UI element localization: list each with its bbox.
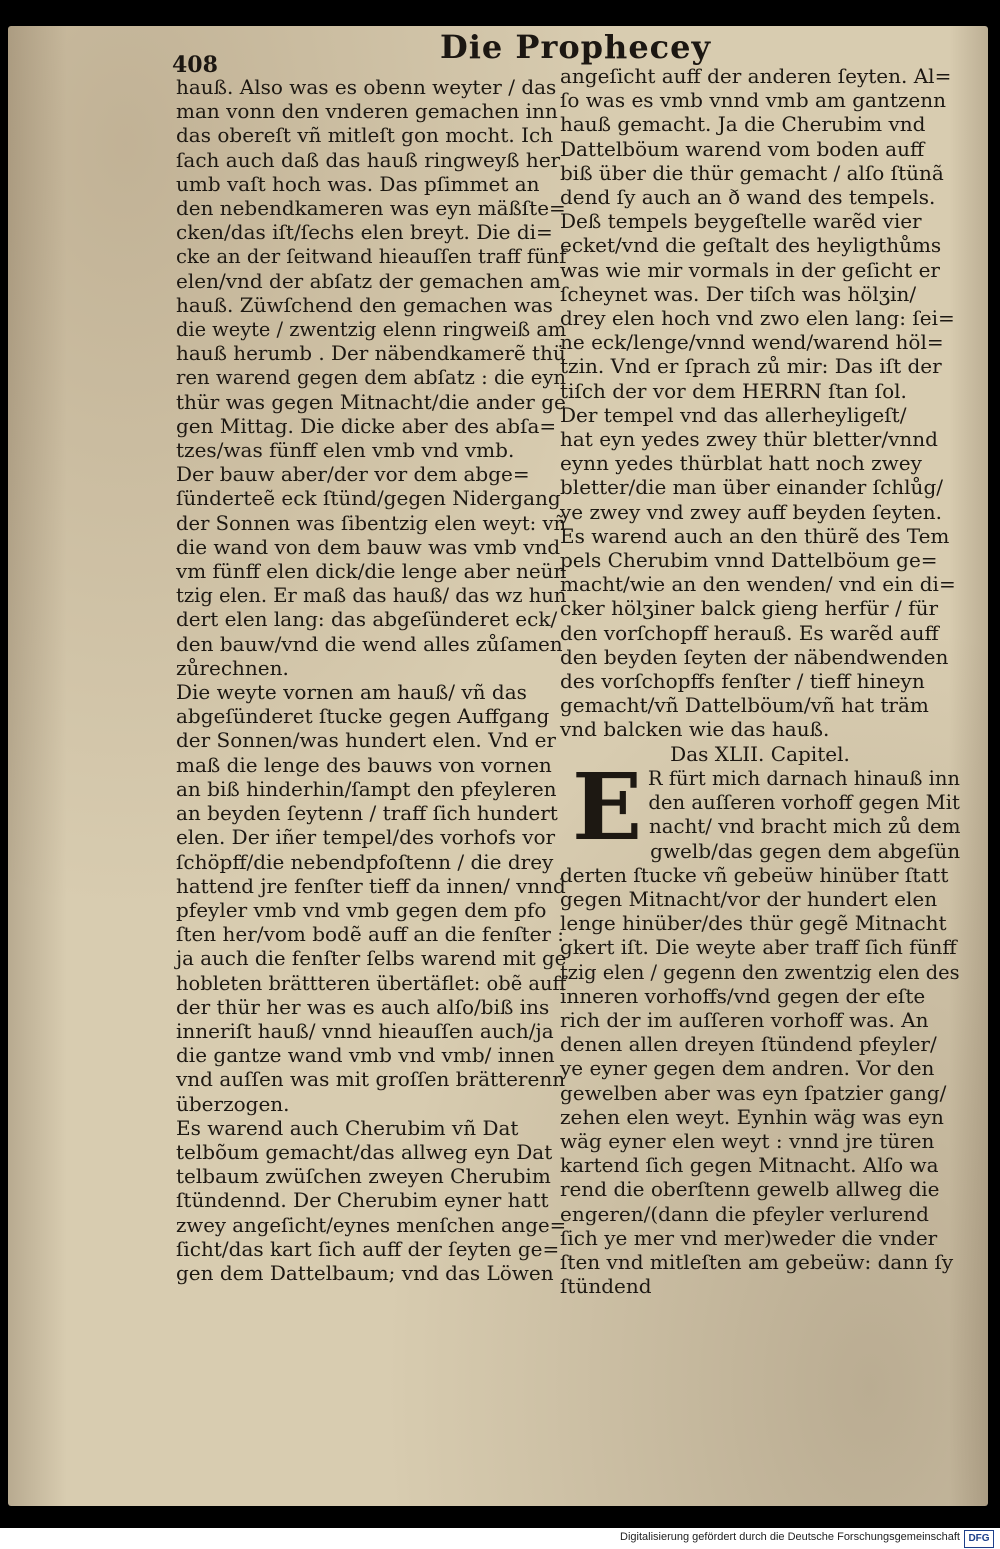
text-line: den nebendkameren was eyn mäßſte=	[176, 196, 566, 221]
text-line: man vonn den vnderen gemachen inn	[176, 99, 558, 124]
text-line: hauß herumb . Der näbendkamerẽ thü	[176, 341, 566, 366]
text-line: pfeyler vmb vnd vmb gegen dem pfo	[176, 897, 547, 922]
text-line: ſich ye mer vnd mer)weder die vnder	[560, 1225, 938, 1250]
text-line: den bauw/vnd die wend alles zůſamen	[176, 631, 563, 656]
drop-cap: E	[572, 752, 643, 861]
chapter-heading: Das XLII. Capitel.	[670, 741, 850, 766]
text-line: gemacht/vñ Dattelböum/vñ hat träm	[560, 693, 929, 718]
text-line: ſcheynet was. Der tiſch was hölʒin/	[560, 281, 917, 306]
text-line: dert elen lang: das abgeſünderet eck/	[176, 607, 558, 632]
text-line: was wie mir vormals in der geſicht er	[560, 257, 940, 282]
text-line: tzig elen / gegenn den zwentzig elen des	[560, 959, 960, 984]
text-line: ſchöpff/die nebendpfoſtenn / die drey	[176, 849, 554, 874]
text-line: angeſicht auff der anderen ſeyten. Al=	[560, 64, 952, 88]
text-line: vnd auſſen was mit groſſen brätterenn	[176, 1067, 566, 1092]
text-line: abgeſünderet ſtucke gegen Auffgang	[176, 704, 550, 729]
right-column	[560, 64, 960, 1298]
text-line: Der bauw aber/der vor dem abge=	[176, 462, 530, 487]
text-line: biß über die thür gemacht / alſo ſtünã	[560, 160, 944, 185]
text-line: des vorſchopffs fenſter / tieff hineyn	[560, 669, 925, 694]
text-line: kartend ſich gegen Mitnacht. Alſo wa	[560, 1153, 939, 1178]
text-line: ſicht/das kart ſich auff der ſeyten ge=	[176, 1236, 560, 1261]
text-line: inneriſt hauß/ vnnd hieauſſen auch/ja	[176, 1018, 554, 1043]
text-line: ſten vnd mitleſten am gebeüw: dann ſy	[560, 1249, 954, 1274]
text-line: engeren/(dann die pfeyler verlurend	[560, 1201, 929, 1226]
text-line: die weyte / zwentzig elenn ringweiß am	[176, 317, 567, 342]
text-line: Deß tempels beygeſtelle warẽd vier	[560, 209, 922, 234]
text-line: ja auch die fenſter ſelbs warend mit ge	[176, 946, 567, 971]
text-line: lenge hinüber/des thür gegẽ Mitnacht	[560, 911, 947, 936]
text-line: vm fünff elen dick/die lenge aber neün	[176, 559, 567, 584]
text-line: hat eyn yedes zwey thür bletter/vnnd	[560, 427, 938, 452]
text-line: ren warend gegen dem abſatz : die eyn	[176, 365, 567, 390]
text-line: drey elen hoch vnd zwo elen lang: ſei=	[560, 306, 955, 331]
text-line: hauß. Züwſchend den gemachen was	[176, 292, 553, 317]
text-line: gwelb/das gegen dem abgeſün	[650, 838, 961, 863]
text-line: cke an der ſeitwand hieauſſen traff fünf	[176, 244, 567, 269]
text-line: ſten her/vom bodẽ auff an die fenſter :	[176, 922, 565, 947]
text-line: die wand von dem bauw was vmb vnd	[176, 534, 561, 559]
text-line: hattend jre fenſter tieff da innen/ vnnd	[176, 873, 566, 898]
text-line: der Sonnen was ſibentzig elen weyt: vñ	[176, 510, 567, 535]
text-line: gen dem Dattelbaum; vnd das Löwen	[176, 1260, 554, 1285]
text-line: ſo was es vmb vnnd vmb am gantzenn	[560, 88, 947, 113]
text-line: das obereſt vñ mitleſt gon mocht. Ich	[176, 123, 554, 148]
text-line: gewelben aber was eyn ſpatzier gang/	[560, 1080, 947, 1105]
text-line: elen. Der iñer tempel/des vorhofs vor	[176, 825, 556, 850]
right-column-bottom-text	[560, 863, 960, 1299]
text-line: zehen elen weyt. Eynhin wäg was eyn	[560, 1104, 944, 1129]
text-line: maß die lenge des bauws von vornen	[176, 752, 552, 777]
text-line: zwey angeſicht/eynes menſchen ange=	[176, 1212, 567, 1237]
text-line: den vorſchopff herauß. Es warẽd auff	[560, 620, 939, 645]
text-line: umb vaſt hoch was. Das pſimmet an	[176, 171, 540, 196]
text-line: gkert iſt. Die weyte aber traff ſich fünff	[560, 935, 957, 960]
text-line: die gantze wand vmb vnd vmb/ innen	[176, 1043, 555, 1068]
text-line: tzes/was fünff elen vmb vnd vmb.	[176, 438, 515, 463]
text-line: Es warend auch Cherubim vñ Dat	[176, 1115, 519, 1140]
left-column	[176, 75, 566, 1285]
text-line: vnd balcken wie das hauß.	[560, 717, 830, 742]
text-line: zůrechnen.	[176, 655, 289, 680]
text-line: den beyden ſeyten der näbendwenden	[560, 644, 949, 669]
text-line: telbõum gemacht/das allweg eyn Dat	[176, 1139, 553, 1164]
page-number: 408	[172, 52, 218, 78]
right-column-top-text	[560, 64, 960, 742]
text-line: Es warend auch an den thürẽ des Tem	[560, 523, 950, 548]
text-line: ecket/vnd die geſtalt des heyligthůms	[560, 233, 942, 258]
text-line: tzig elen. Er maß das hauß/ das wz hun	[176, 583, 567, 608]
text-line: inneren vorhoffs/vnd gegen der eſte	[560, 983, 926, 1008]
text-line: tiſch der vor dem HERRN ſtan ſol.	[560, 378, 907, 403]
text-line: rich der im auſſeren vorhoff was. An	[560, 1007, 929, 1032]
text-line: Der tempel vnd das allerheyligeſt/	[560, 402, 907, 427]
text-line: pels Cherubim vnnd Dattelböum ge=	[560, 548, 938, 573]
text-line: an beyden ſeytenn / traff ſich hundert	[176, 801, 558, 826]
text-line: tzin. Vnd er ſprach zů mir: Das iſt der	[560, 354, 942, 379]
text-line: gen Mittag. Die dicke aber des abſa=	[176, 413, 557, 438]
text-line: macht/wie an den wenden/ vnd ein di=	[560, 572, 956, 597]
text-line: der thür her was es auch alſo/biß ins	[176, 994, 550, 1019]
text-line: hobleten brättteren übertäflet: obẽ auff	[176, 970, 567, 995]
text-line: gegen Mitnacht/vor der hundert elen	[560, 886, 938, 911]
dfg-logo: DFG	[964, 1530, 994, 1548]
text-line: den auſſeren vorhoff gegen Mit	[648, 790, 960, 815]
text-line: thür was gegen Mitnacht/die ander ge	[176, 389, 566, 414]
text-line: cken/das iſt/ſechs elen breyt. Die di=	[176, 220, 553, 245]
text-line: der Sonnen/was hundert elen. Vnd er	[176, 728, 556, 753]
text-line: cker hölʒiner balck gieng herfür / für	[560, 596, 939, 621]
text-line: hauß gemacht. Ja die Cherubim vnd	[560, 112, 926, 137]
text-line: R fürt mich darnach hinauß inn	[647, 765, 960, 790]
text-line: ye eyner gegen dem andren. Vor den	[560, 1056, 935, 1081]
text-line: denen allen dreyen ſtündend pfeyler/	[560, 1032, 937, 1057]
text-line: hauß. Also was es obenn weyter / das	[176, 75, 557, 99]
text-line: dend ſy auch an ð wand des tempels.	[560, 185, 936, 210]
running-head: Die Prophecey	[440, 28, 712, 66]
text-line: an biß hinderhin/ſampt den pfeyleren	[176, 776, 557, 801]
text-line: Dattelböum warend vom boden auff	[560, 136, 925, 161]
text-line: ſtündend	[560, 1274, 652, 1299]
text-line: telbaum zwüſchen zweyen Cherubim	[176, 1164, 551, 1189]
text-line: ſünderteẽ eck ſtünd/gegen Nidergang	[176, 486, 561, 511]
text-line: elen/vnd der abſatz der gemachen am	[176, 268, 561, 293]
text-line: wäg eyner elen weyt : vnnd jre türen	[560, 1128, 935, 1153]
text-line: derten ſtucke vñ gebeüw hinüber ſtatt	[560, 862, 949, 887]
text-line: ſtündennd. Der Cherubim eyner hatt	[176, 1188, 549, 1213]
text-line: ſach auch daß das hauß ringweyß her	[176, 147, 561, 172]
text-line: ye zwey vnd zwey auff beyden ſeyten.	[560, 499, 942, 524]
text-line: rend die oberſtenn gewelb allweg die	[560, 1177, 940, 1202]
text-line: eynn yedes thürblat hatt noch zwey	[560, 451, 922, 476]
digitization-credit: Digitalisierung gefördert durch die Deutsche Forschungsgemeinschaft	[620, 1531, 960, 1543]
text-line: Die weyte vornen am hauß/ vñ das	[176, 680, 527, 705]
text-line: ne eck/lenge/vnnd wend/warend höl=	[560, 330, 944, 355]
text-line: bletter/die man über einander ſchlůg/	[560, 475, 943, 500]
text-line: überzogen.	[176, 1091, 290, 1116]
text-line: nacht/ vnd bracht mich zů dem	[649, 814, 961, 839]
